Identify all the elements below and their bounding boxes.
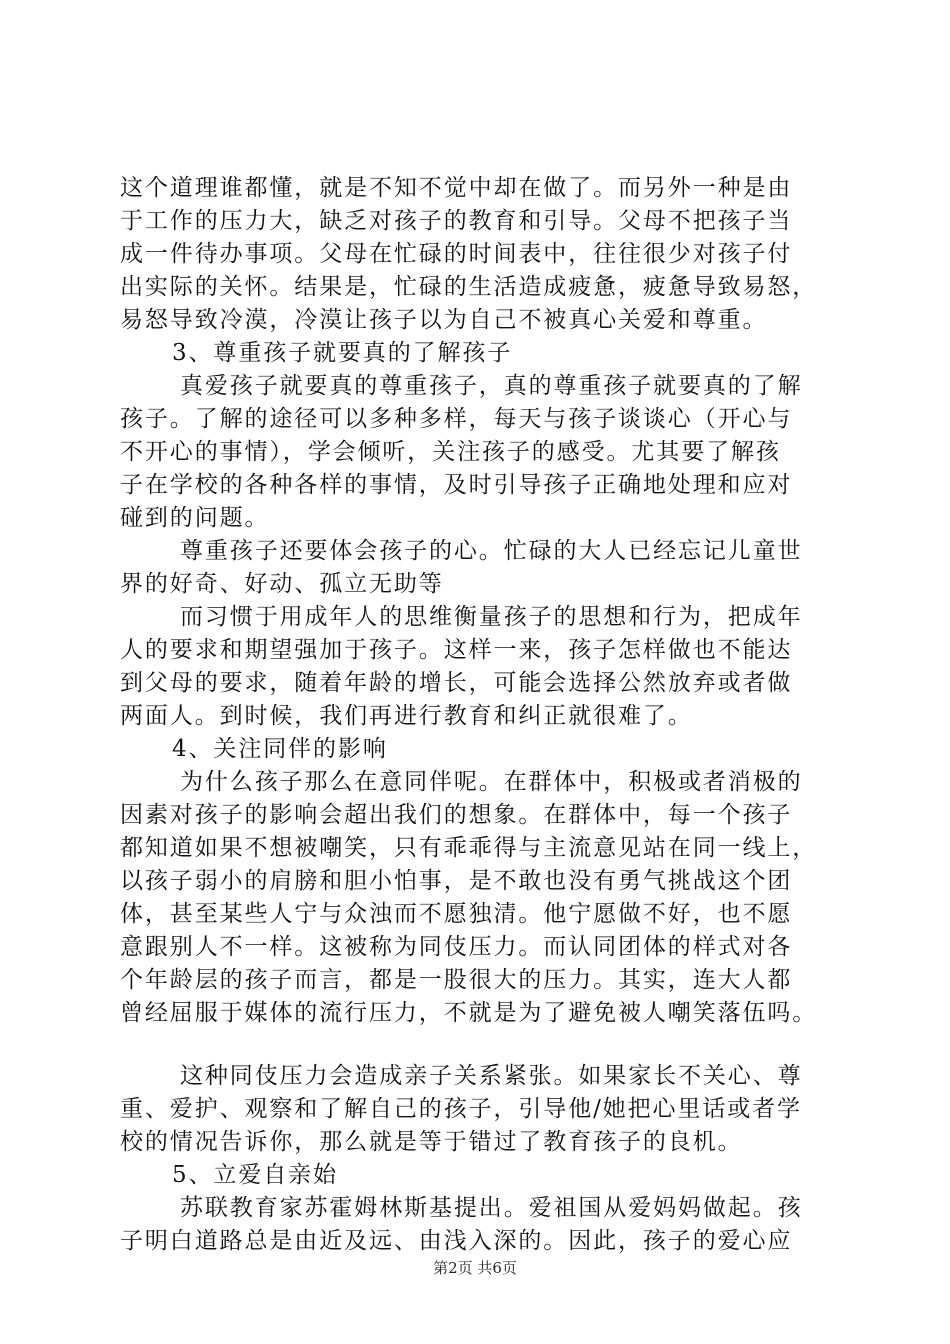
text-line: 校的情况告诉你，那么就是等于错过了教育孩子的良机。 [120,1129,743,1155]
text-line: 意跟别人不一样。这被称为同伎压力。而认同团体的样式对各 [120,934,793,960]
section-heading: 4、关注同伴的影响 [172,736,388,762]
text-line: 子明白道路总是由近及远、由浅入深的。因此，孩子的爱心应 [120,1228,793,1254]
text-line: 尊重孩子还要体会孩子的心。忙碌的大人已经忘记儿童世 [180,538,803,564]
text-line: 真爱孩子就要真的尊重孩子，真的尊重孩子就要真的了解 [180,373,803,399]
text-line: 曾经屈服于媒体的流行压力，不就是为了避免被人嘲笑落伍吗。 [120,1000,818,1026]
text-line: 不开心的事情），学会倾听，关注孩子的感受。尤其要了解孩 [120,439,781,465]
text-line: 于工作的压力大，缺乏对孩子的教育和引导。父母不把孩子当 [120,208,793,234]
text-line: 子在学校的各种各样的事情，及时引导孩子正确地处理和应对 [120,472,793,498]
text-line: 两面人。到时候，我们再进行教育和纠正就很难了。 [120,703,693,729]
text-line: 重、爱护、观察和了解自己的孩子，引导他/她把心里话或者学 [120,1096,802,1122]
text-line: 碰到的问题。 [120,505,270,531]
text-line: 苏联教育家苏霍姆林斯基提出。爱祖国从爱妈妈做起。孩 [180,1195,803,1221]
text-line: 出实际的关怀。结果是，忙碌的生活造成疲惫，疲惫导致易怒， [120,274,818,300]
text-line: 而习惯于用成年人的思维衡量孩子的思想和行为，把成年 [180,604,803,630]
text-line: 人的要求和期望强加于孩子。这样一来，孩子怎样做也不能达 [120,637,793,663]
text-line: 个年龄层的孩子而言，都是一股很大的压力。其实，连大人都 [120,967,793,993]
text-line: 界的好奇、好动、孤立无助等 [120,571,444,597]
section-heading: 5、立爱自亲始 [172,1162,338,1188]
text-line: 因素对孩子的影响会超出我们的想象。在群体中，每一个孩子 [120,802,793,828]
section-heading: 3、尊重孩子就要真的了解孩子 [172,340,513,366]
text-line: 体，甚至某些人宁与众浊而不愿独清。他宁愿做不好，也不愿 [120,901,793,927]
text-line: 易怒导致冷漠，冷漠让孩子以为自己不被真心关爱和尊重。 [120,307,768,333]
text-line: 这种同伎压力会造成亲子关系紧张。如果家长不关心、尊 [180,1063,803,1089]
page-number-footer: 第2页 共6页 [433,1259,517,1277]
text-line: 为什么孩子那么在意同伴呢。在群体中，积极或者消极的 [180,769,803,795]
text-line: 这个道理谁都懂，就是不知不觉中却在做了。而另外一种是由 [120,175,793,201]
text-line: 成一件待办事项。父母在忙碌的时间表中，往往很少对孩子付 [120,241,793,267]
text-line: 孩子。了解的途径可以多种多样，每天与孩子谈谈心（开心与 [120,406,793,432]
text-line: 到父母的要求，随着年龄的增长，可能会选择公然放弃或者做 [120,670,793,696]
text-line: 都知道如果不想被嘲笑，只有乖乖得与主流意见站在同一线上， [120,835,818,861]
text-line: 以孩子弱小的肩膀和胆小怕事，是不敢也没有勇气挑战这个团 [120,868,793,894]
